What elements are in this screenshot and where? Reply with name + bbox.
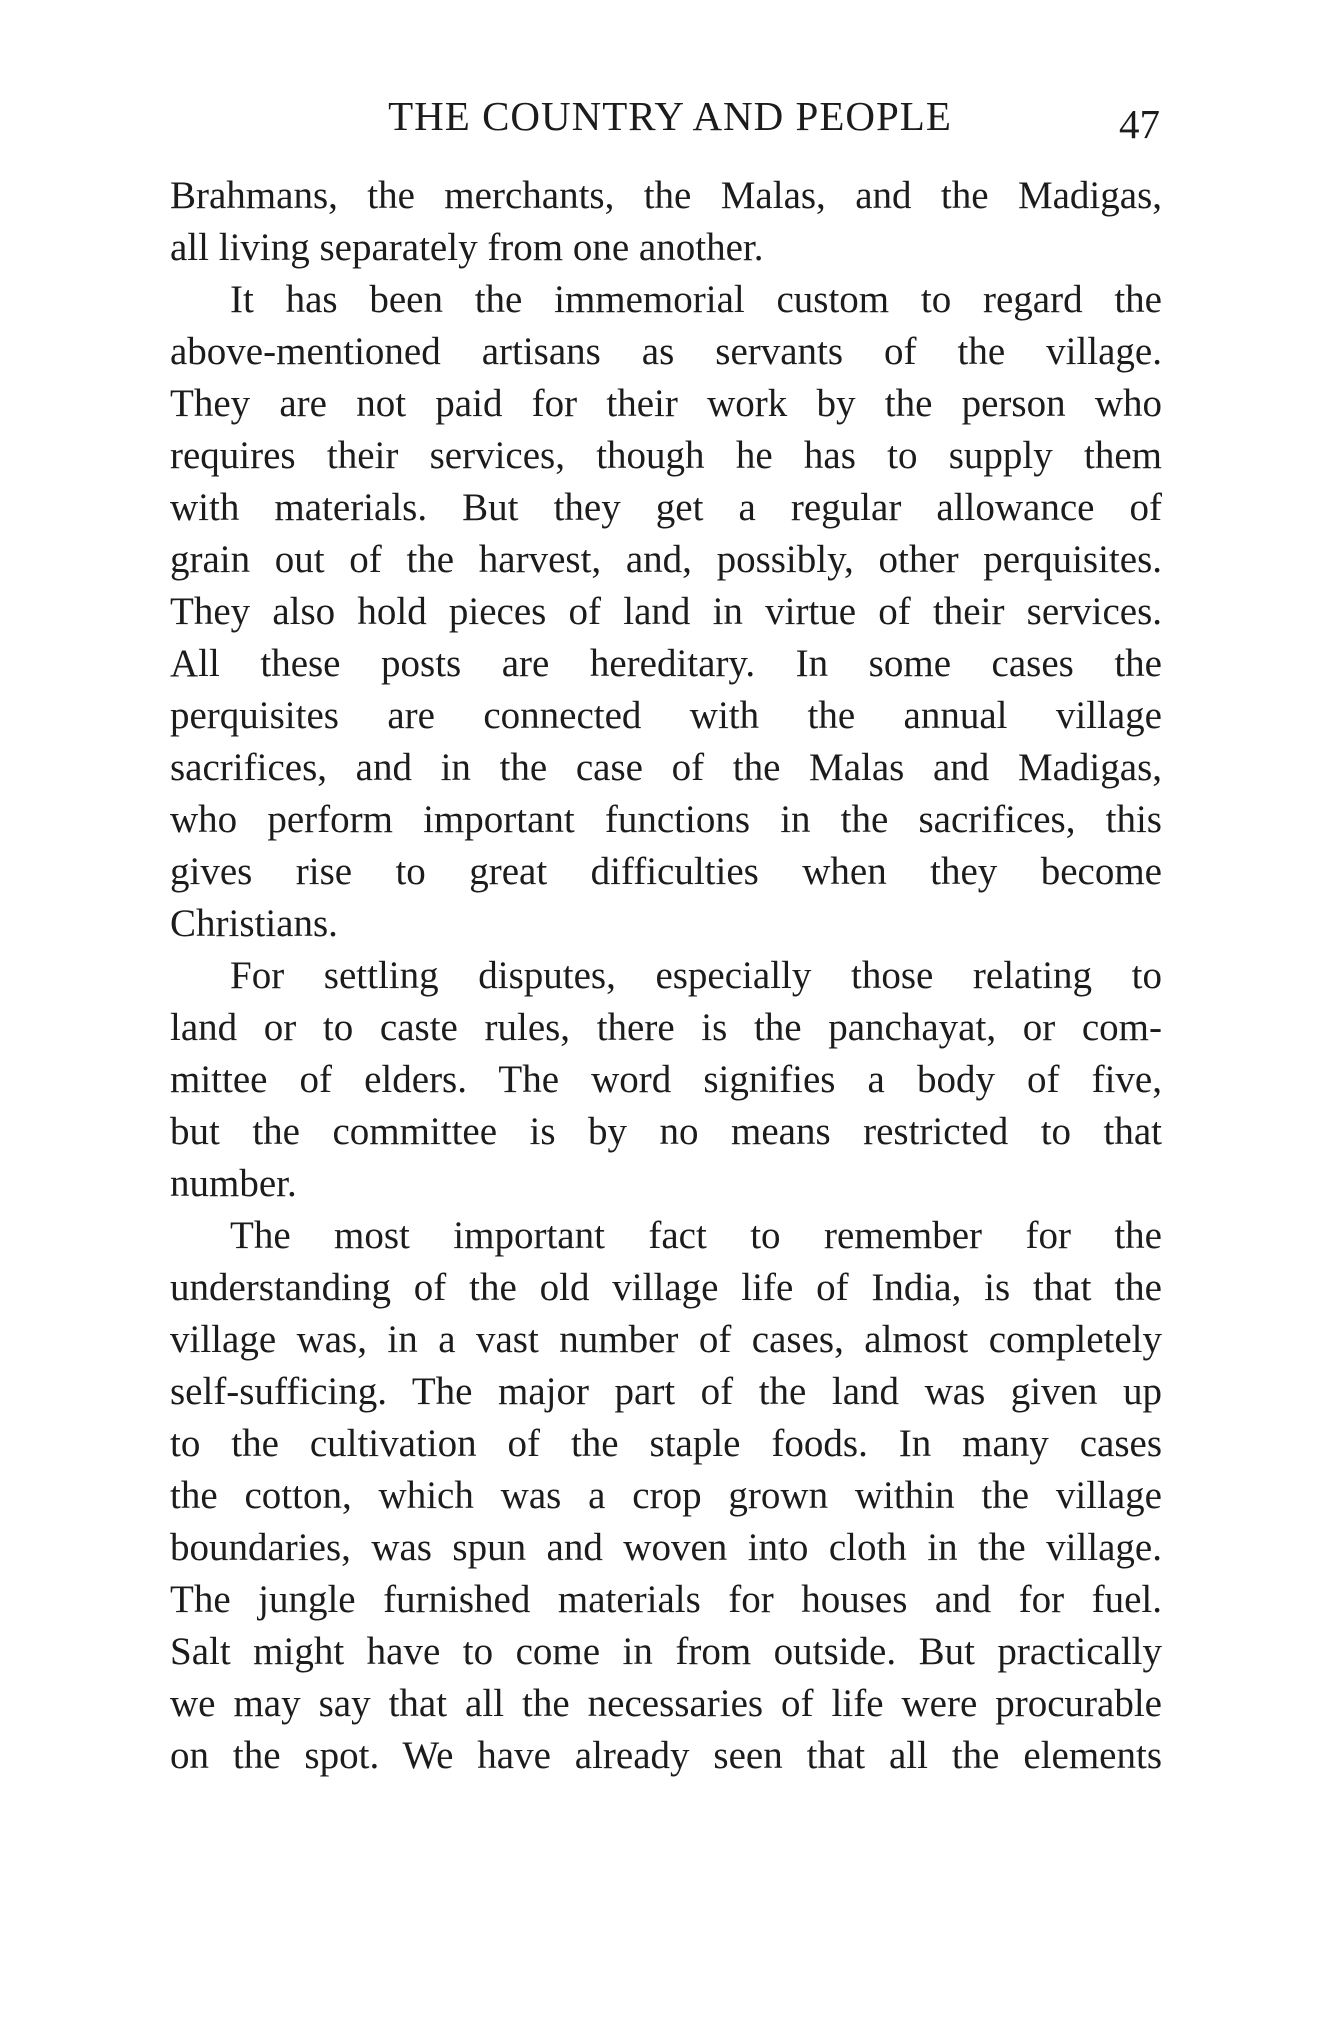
text-line: with materials. But they get a regular allowance of xyxy=(170,486,1162,529)
paragraph xyxy=(170,274,1162,950)
paragraph xyxy=(170,170,1162,274)
text-line: It has been the immemorial custom to regard the xyxy=(230,278,1162,321)
text-line: For settling disputes, especially those relating to xyxy=(230,954,1162,997)
body-text xyxy=(170,170,1162,1782)
text-line: requires their services, though he has to supply them xyxy=(170,434,1162,477)
text-line: but the committee is by no means restricted to that xyxy=(170,1110,1162,1153)
text-line: above-mentioned artisans as servants of the village. xyxy=(170,330,1162,373)
running-head xyxy=(170,86,1170,146)
text-line: sacrifices, and in the case of the Malas and Madigas, xyxy=(170,746,1162,789)
text-line: gives rise to great difficulties when they become xyxy=(170,850,1162,893)
text-line: Brahmans, the merchants, the Malas, and the Madigas, xyxy=(170,174,1162,217)
text-line: village was, in a vast number of cases, almost completely xyxy=(170,1318,1162,1361)
text-line: The most important fact to remember for the xyxy=(230,1214,1162,1257)
text-line: who perform important functions in the sacrifices, this xyxy=(170,798,1162,841)
text-line: we may say that all the necessaries of life were procurable xyxy=(170,1682,1162,1725)
text-line: They also hold pieces of land in virtue of their services. xyxy=(170,590,1162,633)
text-line: grain out of the harvest, and, possibly, other perquisites. xyxy=(170,538,1162,581)
text-line: The jungle furnished materials for houses and for fuel. xyxy=(170,1578,1162,1621)
text-line: self-sufficing. The major part of the land was given up xyxy=(170,1370,1162,1413)
text-line: understanding of the old village life of India, is that the xyxy=(170,1266,1162,1309)
text-line: perquisites are connected with the annual village xyxy=(170,694,1162,737)
text-line: boundaries, was spun and woven into cloth in the village. xyxy=(170,1526,1162,1569)
running-title: THE COUNTRY AND PEOPLE xyxy=(388,93,952,139)
text-line: to the cultivation of the staple foods. In many cases xyxy=(170,1422,1162,1465)
text-line: all living separately from one another. xyxy=(170,226,764,269)
text-line: land or to caste rules, there is the panchayat, or com- xyxy=(170,1006,1162,1049)
text-line: They are not paid for their work by the person who xyxy=(170,382,1162,425)
text-line: the cotton, which was a crop grown within the village xyxy=(170,1474,1162,1517)
text-line: Christians. xyxy=(170,902,338,945)
text-line: All these posts are hereditary. In some cases the xyxy=(170,642,1162,685)
text-line: number. xyxy=(170,1162,297,1205)
text-line: mittee of elders. The word signifies a body of five, xyxy=(170,1058,1162,1101)
text-line: on the spot. We have already seen that all the elements xyxy=(170,1734,1162,1777)
paragraph xyxy=(170,950,1162,1210)
text-line: Salt might have to come in from outside. But practically xyxy=(170,1630,1162,1673)
paragraph xyxy=(170,1210,1162,1782)
page-number: 47 xyxy=(1119,101,1160,147)
